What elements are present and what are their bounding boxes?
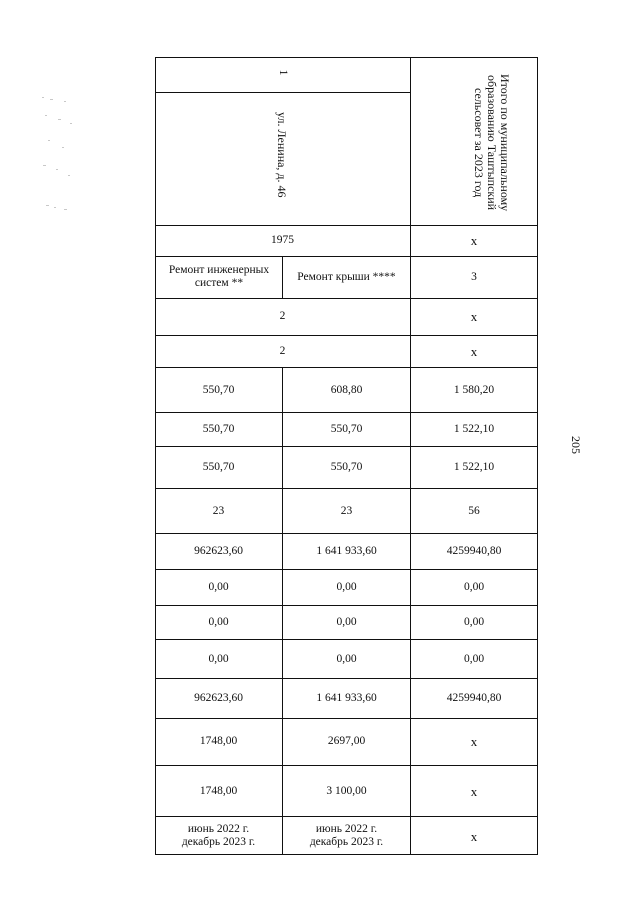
- zero-2-left: 0,00: [208, 616, 229, 628]
- cost-1-total: 4259940,80: [446, 545, 502, 557]
- area-1-total: 1 580,20: [453, 384, 495, 396]
- page-number: 205: [569, 436, 583, 454]
- zero-3-right: 0,00: [336, 653, 357, 665]
- total-header-text: Итого по муниципальному образованию Таштыпский сельсовет за 2023 год: [472, 74, 512, 212]
- row-b-total: х: [470, 344, 478, 359]
- max-cost-total: х: [470, 784, 478, 799]
- area-3-left: 550,70: [202, 461, 235, 473]
- unit-cost-left: 1748,00: [199, 735, 238, 747]
- period-left: июнь 2022 г. декабрь 2023 г.: [181, 823, 256, 848]
- count-total: 56: [468, 505, 480, 517]
- area-2-right: 550,70: [330, 423, 363, 435]
- zero-2-total: 0,00: [463, 616, 485, 628]
- column-number-text: 1: [277, 69, 289, 76]
- zero-1-left: 0,00: [208, 581, 229, 593]
- repair-types-total: 3: [471, 271, 477, 283]
- row-a-total: х: [470, 309, 478, 324]
- repair-type-left: Ремонт инженерных систем **: [168, 264, 270, 289]
- area-3-right: 550,70: [330, 461, 363, 473]
- year-built-total: х: [470, 233, 478, 248]
- count-right: 23: [340, 505, 353, 517]
- area-2-left: 550,70: [202, 423, 235, 435]
- cost-2-total: 4259940,80: [446, 692, 502, 704]
- scan-artifact: [40, 95, 80, 215]
- year-built: 1975: [271, 234, 294, 246]
- period-total: х: [470, 829, 478, 844]
- cost-1-left: 962623,60: [194, 545, 243, 557]
- cost-2-right: 1 641 933,60: [316, 692, 377, 704]
- area-3-total: 1 522,10: [453, 461, 495, 473]
- unit-cost-total: х: [470, 734, 478, 749]
- zero-1-total: 0,00: [463, 581, 485, 593]
- zero-3-left: 0,00: [208, 653, 229, 665]
- address-text: ул. Ленина, д. 46: [275, 112, 289, 198]
- zero-1-right: 0,00: [336, 581, 357, 593]
- cost-2-left: 962623,60: [194, 692, 243, 704]
- area-1-right: 608,80: [330, 384, 363, 396]
- area-1-left: 550,70: [202, 384, 235, 396]
- max-cost-right: 3 100,00: [326, 785, 367, 797]
- area-2-total: 1 522,10: [453, 423, 495, 435]
- row-b: 2: [279, 345, 286, 357]
- count-left: 23: [212, 505, 225, 517]
- repair-type-right: Ремонт крыши ****: [297, 271, 396, 283]
- row-a: 2: [279, 310, 286, 322]
- zero-3-total: 0,00: [463, 653, 485, 665]
- unit-cost-right: 2697,00: [327, 735, 366, 747]
- max-cost-left: 1748,00: [199, 785, 238, 797]
- total-header: [437, 68, 511, 218]
- cost-1-right: 1 641 933,60: [316, 545, 377, 557]
- period-right: июнь 2022 г. декабрь 2023 г.: [309, 823, 384, 848]
- zero-2-right: 0,00: [336, 616, 357, 628]
- address-header: [275, 112, 288, 212]
